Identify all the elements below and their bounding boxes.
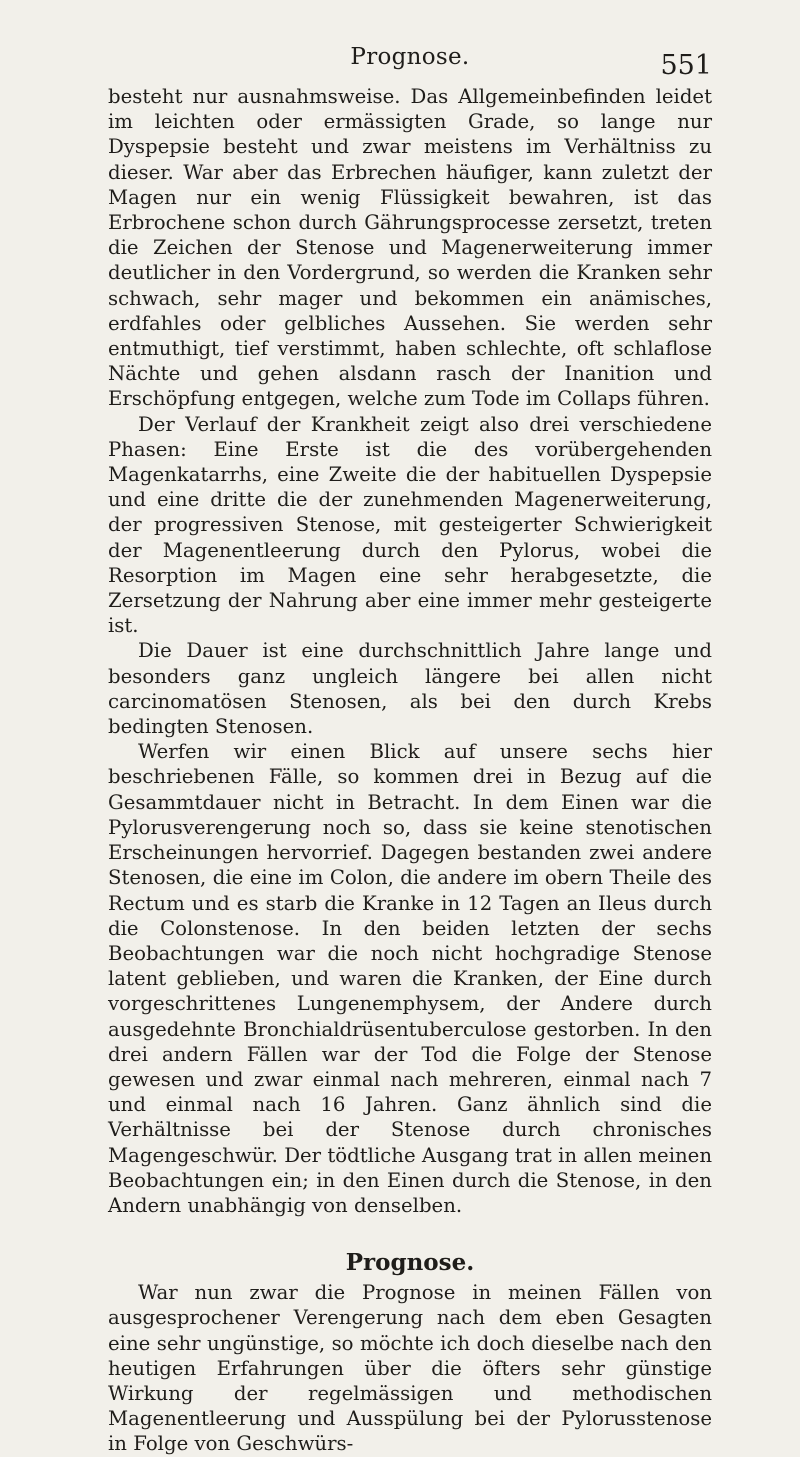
- paragraph-prognosis: War nun zwar die Prognose in meinen Fällen von ausgesprochener Verengerung nach dem eben Gesagten eine sehr ungünstige, so möchte ich doch dieselbe nach den heutigen Erfahrungen über die öfters sehr günstige Wirkung der regelmässigen und methodischen Magenentleerung und Ausspülung bei der Pylorusstenose in Folge von Geschwürs-: [108, 1281, 712, 1456]
- page-header: [108, 44, 712, 84]
- running-title: Prognose.: [350, 44, 470, 70]
- paragraph-phases: Der Verlauf der Krankheit zeigt also drei verschiedene Phasen: Eine Erste ist die des vorübergehenden Magenkatarrhs, eine Zweite die der habituellen Dyspepsie und eine dritte die der zunehmenden Magenerweiterung, der progressiven Stenose, mit gesteigerter Schwierigkeit der Magenentleerung durch den Pylorus, wobei die Resorption im Magen eine sehr herabgesetzte, die Zersetzung der Nahrung aber eine immer mehr gesteigerte ist.: [108, 412, 712, 638]
- paragraph-cases: Werfen wir einen Blick auf unsere sechs hier beschriebenen Fälle, so kommen drei in Bezug auf die Gesammtdauer nicht in Betracht. In dem Einen war die Pylorusverengerung noch so, dass sie keine stenotischen Erscheinungen hervorrief. Dagegen bestanden zwei andere Stenosen, die eine im Colon, die andere im obern Theile des Rectum und es starb die Kranke in 12 Tagen an Ileus durch die Colonstenose. In den beiden letzten der sechs Beobachtungen war die noch nicht hochgradige Stenose latent geblieben, und waren die Kranken, der Eine durch vorgeschrittenes Lungenemphysem, der Andere durch ausgedehnte Bronchialdrüsentuberculose gestorben. In den drei andern Fällen war der Tod die Folge der Stenose gewesen und zwar einmal nach mehreren, einmal nach 7 und einmal nach 16 Jahren. Ganz ähnlich sind die Verhältnisse bei der Stenose durch chronisches Magengeschwür. Der tödtliche Ausgang trat in allen meinen Beobachtungen ein; in den Einen durch die Stenose, in den Andern unabhängig von denselben.: [108, 740, 712, 1217]
- page-number: 551: [660, 50, 712, 81]
- paragraph-duration: Die Dauer ist eine durchschnittlich Jahre lange und besonders ganz ungleich längere bei allen nicht carcinomatösen Stenosen, als bei den durch Krebs bedingten Stenosen.: [108, 639, 712, 739]
- paragraph-continuation: besteht nur ausnahmsweise. Das Allgemeinbefinden leidet im leichten oder ermässigten Grade, so lange nur Dyspepsie besteht und zwar meistens im Verhältniss zu dieser. War aber das Erbrechen häufiger, kann zuletzt der Magen nur ein wenig Flüssigkeit bewahren, ist das Erbrochene schon durch Gährungsprocesse zersetzt, treten die Zeichen der Stenose und Magenerweiterung immer deutlicher in den Vordergrund, so werden die Kranken sehr schwach, sehr mager und bekommen ein anämisches, erdfahles oder gelbliches Aussehen. Sie werden sehr entmuthigt, tief verstimmt, haben schlechte, oft schlaflose Nächte und gehen alsdann rasch der Inanition und Erschöpfung entgegen, welche zum Tode im Collaps führen.: [108, 85, 712, 411]
- section-heading: Prognose.: [345, 1249, 475, 1277]
- body-text: [108, 84, 712, 1457]
